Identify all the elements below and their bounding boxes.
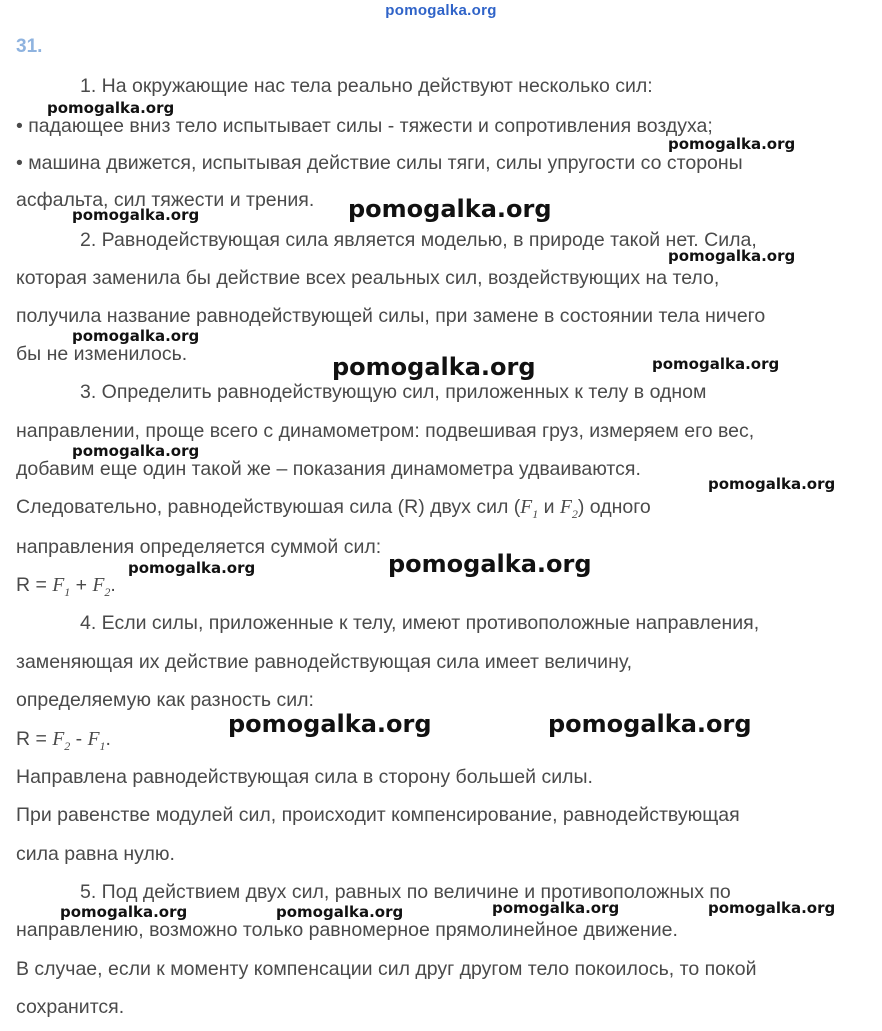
paragraph-3-line-3: добавим еще один такой же – показания динамометра удваиваются.: [16, 458, 641, 480]
header-watermark: pomogalka.org: [385, 2, 497, 19]
paragraph-4-line-4: Направлена равнодействующая сила в сторону большей силы.: [16, 766, 593, 788]
force-f1: $F_1$: [52, 575, 71, 599]
paragraph-3-line-1: 3. Определить равнодействующую сил, приложенных к телу в одном: [80, 381, 707, 403]
watermark: pomogalka.org: [276, 903, 404, 921]
text-segment: ) одного: [577, 496, 651, 518]
task-number: 31.: [16, 36, 43, 57]
watermark: pomogalka.org: [652, 355, 780, 373]
paragraph-2-line-1: 2. Равнодействующая сила является моделью, в природе такой нет. Сила,: [80, 229, 757, 251]
paragraph-3-line-4: [16, 495, 651, 526]
watermark: pomogalka.org: [128, 559, 256, 577]
paragraph-2-line-4: бы не изменилось.: [16, 343, 188, 365]
watermark: pomogalka.org: [332, 353, 536, 381]
formula-sum: $R = F_1 + F_2$.: [16, 574, 116, 599]
force-f2: $F_2$: [52, 729, 71, 753]
force-f2: $F_2$: [92, 575, 111, 599]
watermark: pomogalka.org: [348, 195, 552, 223]
paragraph-4-line-6: сила равна нулю.: [16, 843, 175, 865]
formula-difference: $R = F_2 - F_1$.: [16, 728, 111, 753]
force-f1: $F_1$: [87, 729, 106, 753]
watermark: pomogalka.org: [72, 442, 200, 460]
watermark: pomogalka.org: [60, 903, 188, 921]
watermark: pomogalka.org: [668, 135, 796, 153]
watermark: pomogalka.org: [228, 710, 432, 738]
watermark: pomogalka.org: [72, 206, 200, 224]
force-f1: $F_1$: [520, 497, 539, 521]
watermark: pomogalka.org: [388, 550, 592, 578]
paragraph-4-line-3: определяемую как разность сил:: [16, 689, 314, 711]
paragraph-3-line-5: направления определяется суммой сил:: [16, 536, 382, 558]
force-f2: $F_2$: [559, 497, 578, 521]
paragraph-3-line-2: направлении, проще всего с динамометром: подвешивая груз, измеряем его вес,: [16, 420, 755, 442]
paragraph-4-line-2: заменяющая их действие равнодействующая сила имеет величину,: [16, 651, 633, 673]
paragraph-1-line-1: 1. На окружающие нас тела реально действуют несколько сил:: [80, 75, 653, 97]
paragraph-5-line-2: направлению, возможно только равномерное прямолинейное движение.: [16, 919, 678, 941]
text-segment: и: [538, 496, 560, 518]
watermark: pomogalka.org: [548, 710, 752, 738]
paragraph-4-line-1: 4. Если силы, приложенные к телу, имеют противоположные направления,: [80, 612, 760, 634]
paragraph-1-line-2: • падающее вниз тело испытывает силы - тяжести и сопротивления воздуха;: [16, 115, 713, 137]
paragraph-2-line-3: получила название равнодействующей силы, при замене в состоянии тела ничего: [16, 305, 766, 327]
paragraph-2-line-2: которая заменила бы действие всех реальных сил, воздействующих на тело,: [16, 267, 720, 289]
paragraph-5-line-3: В случае, если к моменту компенсации сил друг другом тело покоилось, то покой: [16, 958, 757, 980]
watermark: pomogalka.org: [72, 327, 200, 345]
paragraph-1-line-4: асфальта, сил тяжести и трения.: [16, 189, 315, 211]
watermark: pomogalka.org: [708, 899, 836, 917]
watermark: pomogalka.org: [47, 99, 175, 117]
paragraph-5-line-1: 5. Под действием двух сил, равных по величине и противоположных по: [80, 881, 731, 903]
paragraph-4-line-5: При равенстве модулей сил, происходит компенсирование, равнодействующая: [16, 804, 740, 826]
paragraph-5-line-4: сохранится.: [16, 996, 125, 1018]
text-segment: Следовательно, равнодействуюшая сила (R) двух сил (: [16, 496, 521, 518]
watermark: pomogalka.org: [668, 247, 796, 265]
paragraph-1-line-3: • машина движется, испытывая действие силы тяги, силы упругости со стороны: [16, 152, 743, 174]
watermark: pomogalka.org: [708, 475, 836, 493]
watermark: pomogalka.org: [492, 899, 620, 917]
